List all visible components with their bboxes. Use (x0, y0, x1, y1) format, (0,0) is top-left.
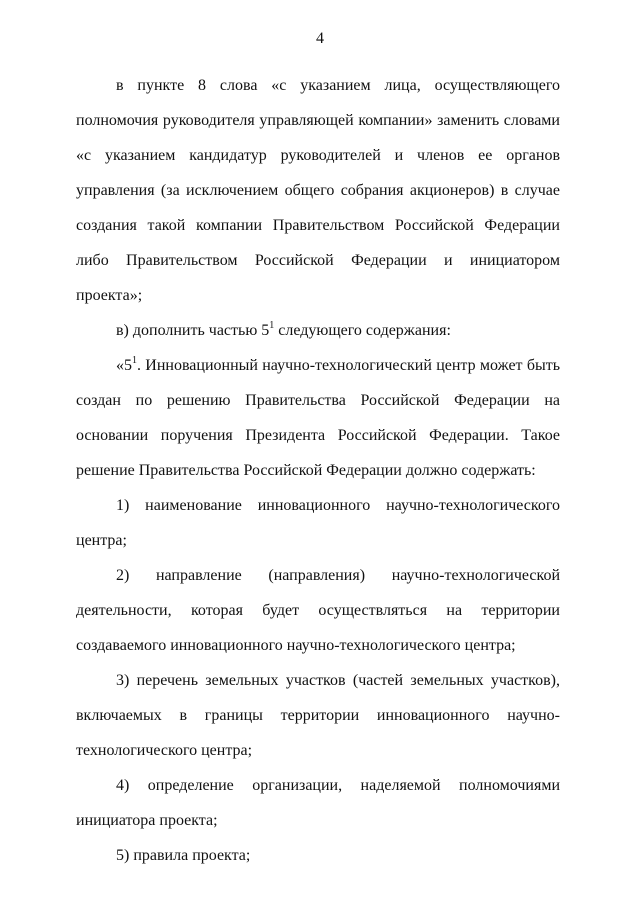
paragraph-part-5-1 (76, 348, 560, 488)
paragraph-text: «5 (116, 357, 132, 374)
paragraph-text: . Инновационный научно-технологический центр может быть создан по решению Правительства Российской Федерации на основании поручения Президента Российской Федерации. Такое решение Правительства Российской Федерации должно содержать: (76, 357, 560, 479)
page-number: 4 (316, 30, 324, 47)
paragraph-text: в) дополнить частью 5 (116, 322, 270, 339)
paragraph-add-part-5-1 (76, 313, 560, 348)
document-body (76, 68, 560, 873)
list-item-2: 2) направление (направления) научно-технологической деятельности, которая будет осуществляться на территории создаваемого инновационного научно-технологического центра; (76, 567, 560, 654)
superscript: 1 (132, 355, 137, 366)
list-item-1: 1) наименование инновационного научно-технологического центра; (76, 497, 560, 549)
list-item-5: 5) правила проекта; (116, 847, 251, 864)
paragraph-text: следующего содержания: (274, 322, 451, 339)
superscript: 1 (269, 320, 275, 331)
list-item-3: 3) перечень земельных участков (частей земельных участков), включаемых в границы территории инновационного научно-технологического центра; (76, 672, 560, 759)
list-item-4: 4) определение организации, наделяемой полномочиями инициатора проекта; (76, 777, 560, 829)
paragraph-clause-8-amendment: в пункте 8 слова «с указанием лица, осуществляющего полномочия руководителя управляющей компании» заменить словами «с указанием кандидатур руководителей и членов ее органов управления (за исключением общего собрания акционеров) в случае создания такой компании Правительством Российской Федерации либо Правительством Российской Федерации и инициатором проекта»; (76, 77, 560, 304)
